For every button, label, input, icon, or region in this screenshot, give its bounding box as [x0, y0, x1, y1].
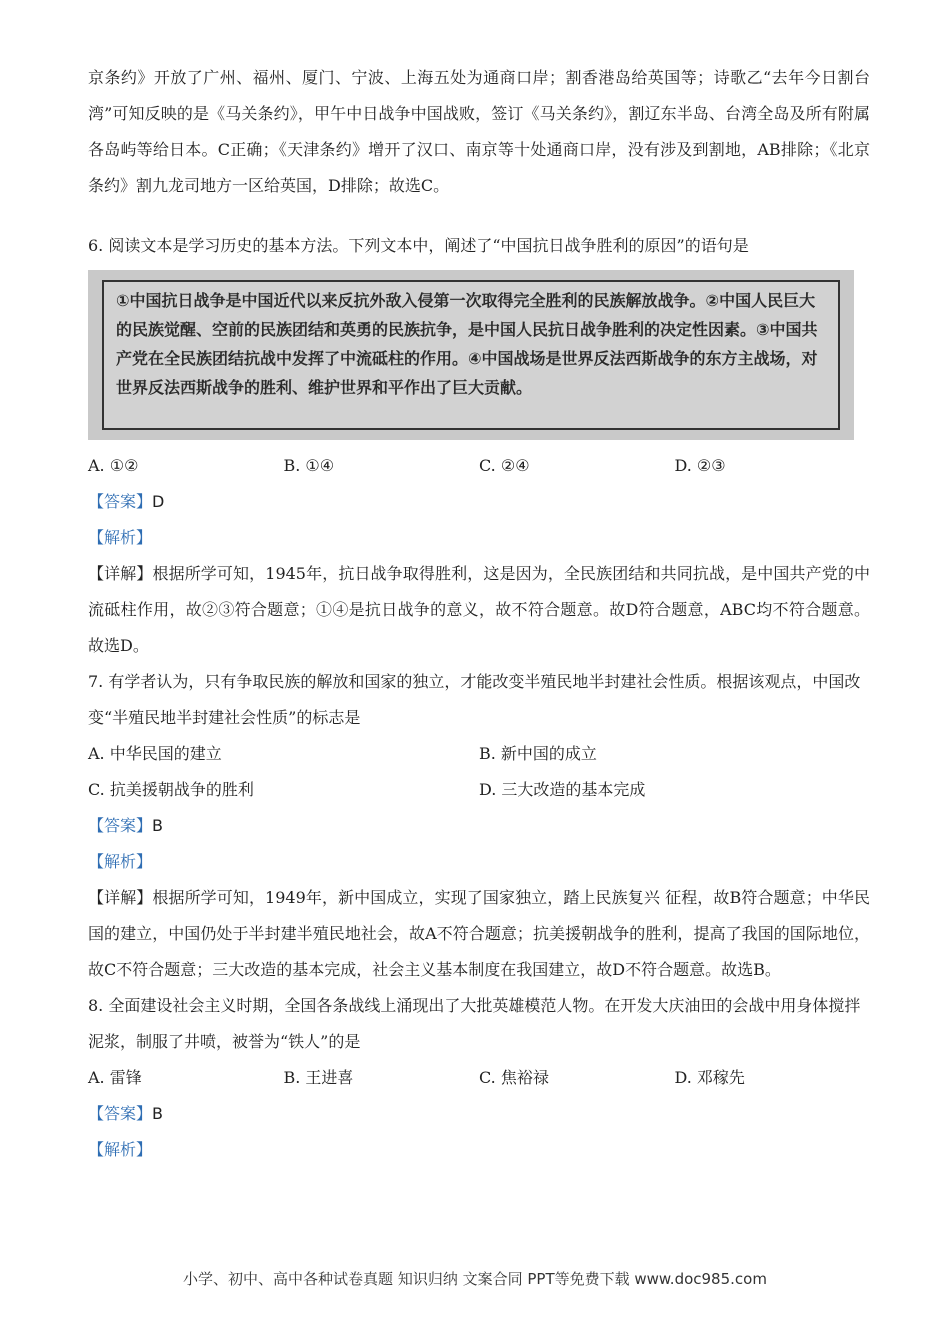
option-d: D. 邓稼先: [674, 1068, 745, 1087]
question-6-scanned-image: [88, 270, 854, 440]
question-8-options: [88, 1060, 870, 1096]
question-7-options-row1: [88, 736, 870, 772]
detail-tag: 【详解】: [88, 564, 153, 583]
option-c: C. ②④: [479, 456, 530, 475]
answer-tag: 【答案】: [88, 492, 153, 511]
question-7-analysis: [88, 844, 870, 880]
answer-tag: 【答案】: [88, 1104, 153, 1123]
question-7-detail: [88, 880, 870, 988]
option-c: C. 抗美援朝战争的胜利: [88, 780, 254, 799]
answer-value: B: [152, 1104, 163, 1123]
analysis-tag: 【解析】: [88, 1140, 153, 1159]
question-8-stem: 8. 全面建设社会主义时期，全国各条战线上涌现出了大批英雄模范人物。在开发大庆油田的会战中用身体搅拌泥浆，制服了井喷，被誉为“铁人”的是: [88, 996, 861, 1051]
question-7-options-row2: [88, 772, 870, 808]
scanned-text-box: ①中国抗日战争是中国近代以来反抗外敌入侵第一次取得完全胜利的民族解放战争。②中国人民巨大的民族觉醒、空前的民族团结和英勇的民族抗争，是中国人民抗日战争胜利的决定性因素。③中国共产党在全民族团结抗战中发挥了中流砥柱的作用。④中国战场是世界反法西斯战争的东方主战场，对世界反法西斯战争的胜利、维护世界和平作出了巨大贡献。: [102, 280, 840, 430]
option-a: A. 中华民国的建立: [88, 744, 222, 763]
option-b: B. ①④: [283, 456, 335, 475]
detail-text: 根据所学可知，1945年，抗日战争取得胜利，这是因为，全民族团结和共同抗战，是中国共产党的中流砥柱作用，故②③符合题意；①④是抗日战争的意义，故不符合题意。故D符合题意，ABC均不符合题意。故选D。: [88, 564, 870, 655]
option-b: B. 王进喜: [283, 1068, 354, 1087]
answer-tag: 【答案】: [88, 816, 153, 835]
option-c: C. 焦裕禄: [479, 1068, 549, 1087]
detail-tag: 【详解】: [88, 888, 153, 907]
question-6-detail: [88, 556, 870, 664]
question-6-options: [88, 448, 870, 484]
analysis-tag: 【解析】: [88, 852, 153, 871]
option-a: A. 雷锋: [88, 1068, 142, 1087]
option-d: D. ②③: [674, 456, 726, 475]
detail-text: 根据所学可知，1949年，新中国成立，实现了国家独立，踏上民族复兴 征程，故B符合题意；中华民国的建立，中国仍处于半封建半殖民地社会，故A不符合题意；抗美援朝战争的胜利，提高了我国的国际地位，故C不符合题意；三大改造的基本完成，社会主义基本制度在我国建立，故D不符合题意。故选B。: [88, 888, 870, 979]
question-8-analysis: [88, 1132, 870, 1168]
answer-value: B: [152, 816, 163, 835]
question-6-stem: 6. 阅读文本是学习历史的基本方法。下列文本中，阐述了“中国抗日战争胜利的原因”的语句是: [88, 236, 749, 255]
analysis-tag: 【解析】: [88, 528, 153, 547]
document-page: [88, 60, 870, 1168]
question-6-analysis: [88, 520, 870, 556]
question-6-answer: [88, 484, 870, 520]
question-7-stem: 7. 有学者认为，只有争取民族的解放和国家的独立，才能改变半殖民地半封建社会性质。根据该观点，中国改变“半殖民地半封建社会性质”的标志是: [88, 672, 861, 727]
option-b: B. 新中国的成立: [479, 744, 597, 763]
question-8-answer: [88, 1096, 870, 1132]
question-7-answer: [88, 808, 870, 844]
answer-value: D: [152, 492, 165, 511]
page-footer: 小学、初中、高中各种试卷真题 知识归纳 文案合同 PPT等免费下载 www.doc985.com: [183, 1270, 767, 1288]
intro-paragraph: 京条约》开放了广州、福州、厦门、宁波、上海五处为通商口岸；割香港岛给英国等；诗歌乙“去年今日割台湾”可知反映的是《马关条约》，甲午中日战争中国战败，签订《马关条约》，割辽东半岛、台湾全岛及所有附属各岛屿等给日本。C正确；《天津条约》增开了汉口、南京等十处通商口岸，没有涉及到割地，AB排除；《北京条约》割九龙司地方一区给英国，D排除；故选C。: [88, 68, 870, 195]
option-d: D. 三大改造的基本完成: [479, 780, 646, 799]
option-a: A. ①②: [88, 456, 139, 475]
